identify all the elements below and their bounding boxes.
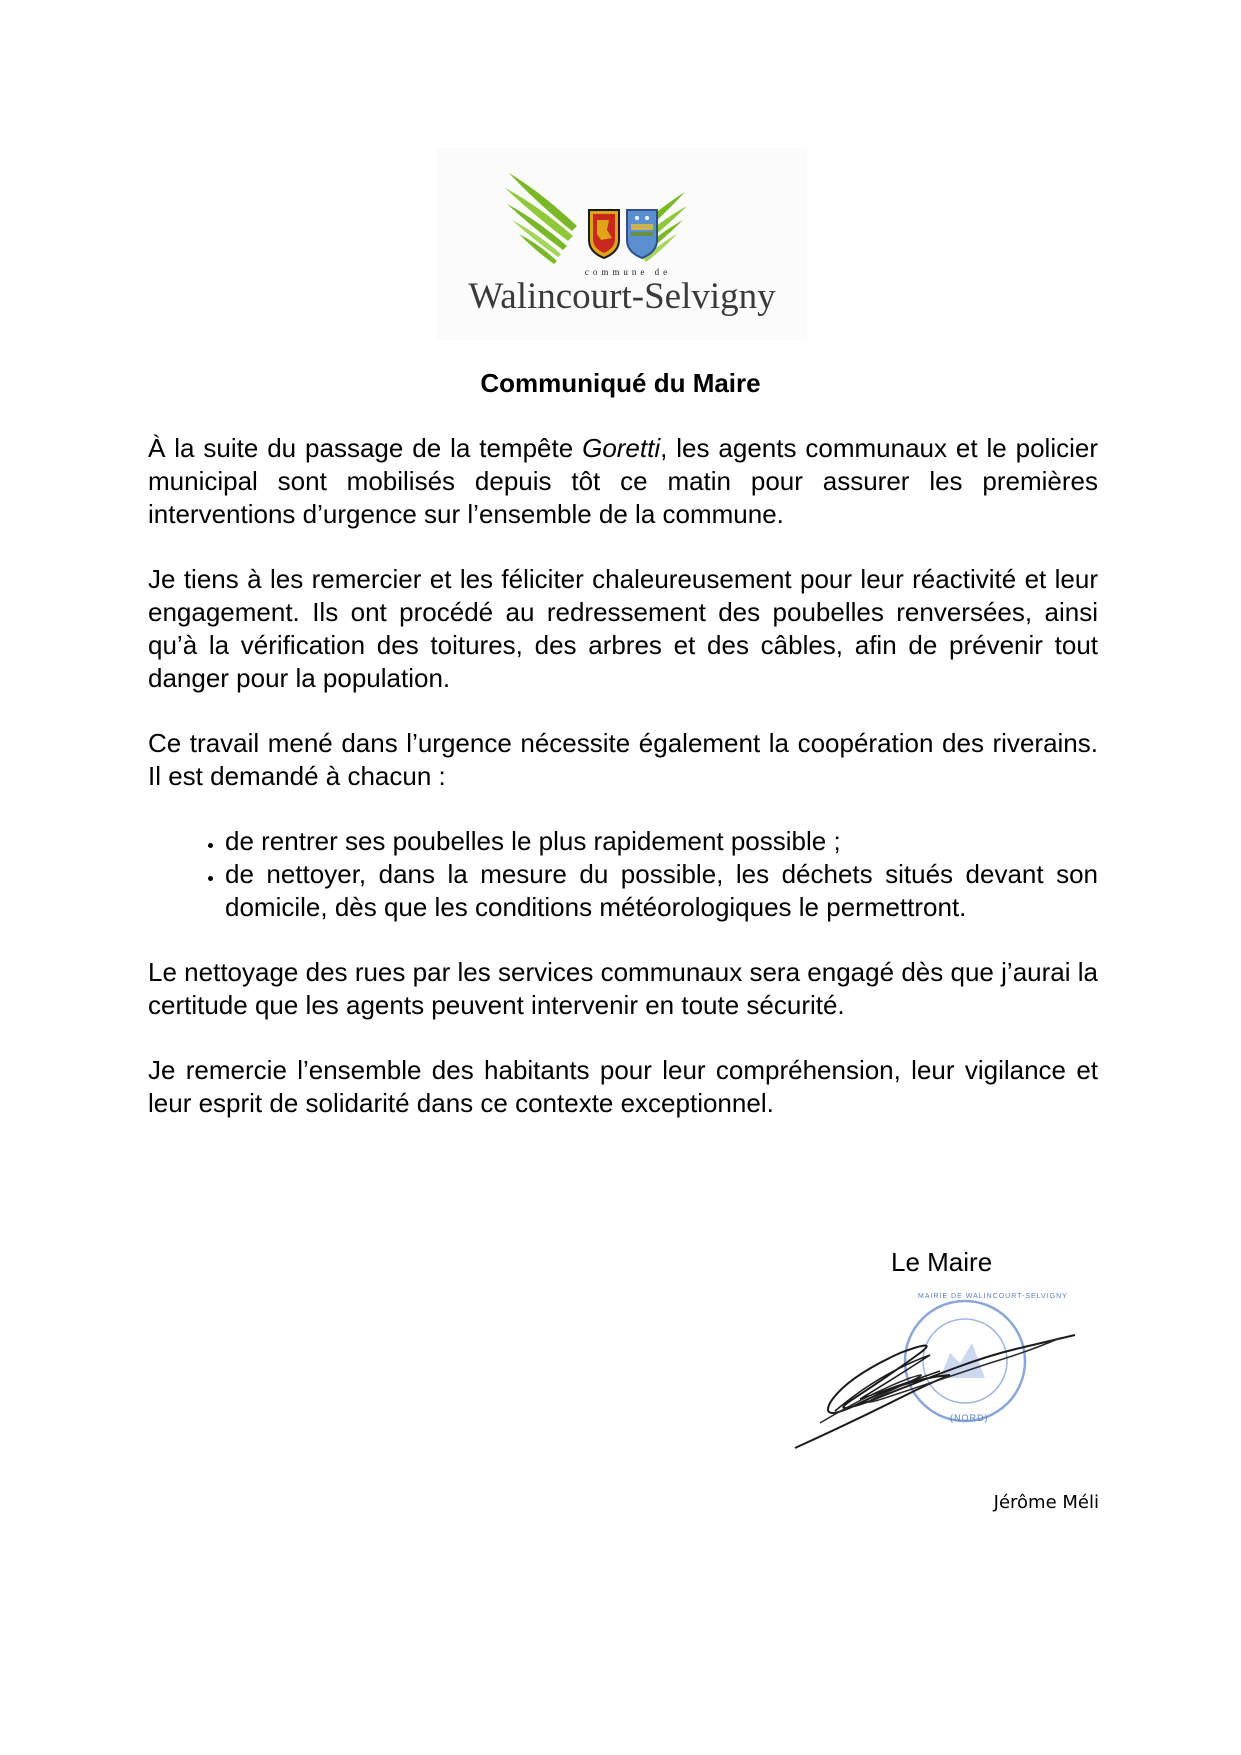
paragraph-5: Je remercie l’ensemble des habitants pour leur compréhension, leur vigilance et leur esprit de solidarité dans ce contexte exceptionnel.: [148, 1055, 1098, 1118]
paragraph-3: Ce travail mené dans l’urgence nécessite également la coopération des riverains. Il est demandé à chacun :: [148, 728, 1098, 791]
signatory-name: Jérôme Méli: [993, 1492, 1099, 1513]
blue-shield-icon: [627, 210, 657, 258]
signature-block: [790, 1283, 1090, 1463]
paragraph-1: [148, 432, 1098, 531]
request-list: [148, 825, 1098, 924]
paragraph-1-start: À la suite du passage de la tempête: [148, 433, 583, 463]
red-shield-icon: [589, 210, 619, 258]
commune-logo: [437, 148, 807, 340]
stamp-top-text: MAIRIE DE WALINCOURT-SELVIGNY: [918, 1293, 1068, 1300]
paragraph-1-end: , les agents communaux et le policier municipal sont mobilisés depuis tôt ce matin pour assurer les premières interventions d’urgence sur l’ensemble de la commune.: [148, 433, 1098, 529]
list-item: • de rentrer ses poubelles le plus rapidement possible ;: [225, 825, 1098, 858]
signature-icon: [790, 1283, 1090, 1463]
paragraph-2: Je tiens à les remercier et les féliciter chaleureusement pour leur réactivité et leur engagement. Ils ont procédé au redressement des poubelles renversées, ainsi qu’à la vérification des toitures, des arbres et des câbles, afin de prévenir tout danger pour la population.: [148, 564, 1098, 693]
logo-commune-name: Walincourt-Selvigny: [468, 276, 776, 317]
left-wing-icon: [505, 173, 577, 264]
letter-body: [148, 432, 1098, 1152]
stamp-bottom-text: (NORD): [950, 1413, 989, 1423]
paragraph-4: Le nettoyage des rues par les services communaux sera engagé dès que j’aurai la certitude que les agents peuvent intervenir en toute sécurité.: [148, 957, 1098, 1020]
storm-name: Goretti: [582, 433, 661, 463]
page-title: Communiqué du Maire: [480, 368, 761, 398]
list-item: • de nettoyer, dans la mesure du possible, les déchets situés devant son domicile, dès que les conditions météorologiques le permettront.: [225, 858, 1098, 924]
closing-title: Le Maire: [891, 1247, 993, 1277]
logo-commune-label: commune de: [584, 267, 672, 277]
